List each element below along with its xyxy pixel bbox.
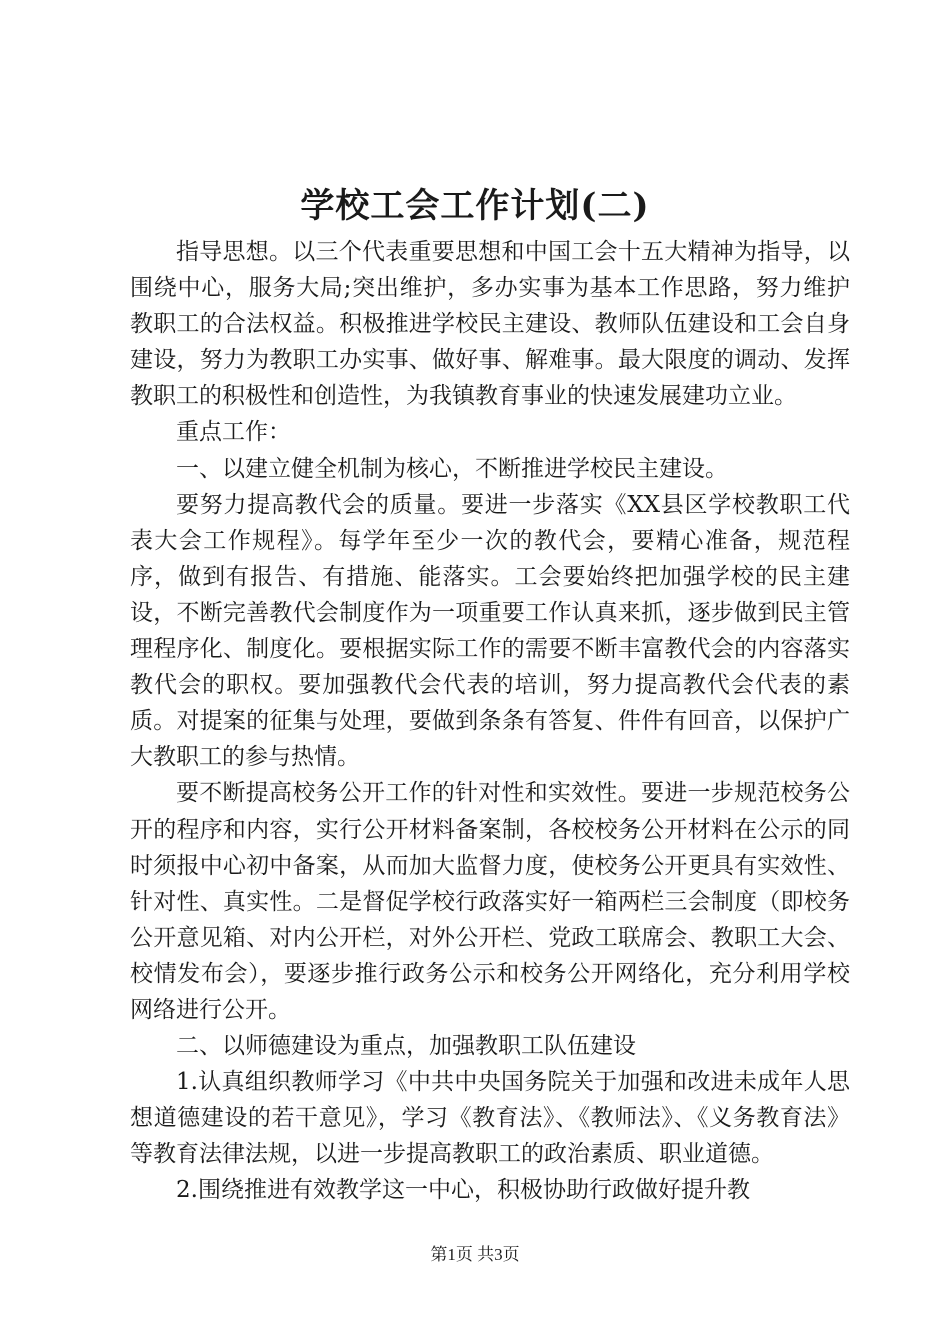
paragraph-item-one: 1.认真组织教师学习《中共中央国务院关于加强和改进未成年人思想道德建设的若干意见》，学习《教育法》、《教师法》、《义务教育法》等教育法律法规，以进一步提高教职工的政治素质、职业道德。: [130, 1069, 850, 1168]
paragraph-school-affairs-disclosure: 要不断提高校务公开工作的针对性和实效性。要进一步规范校务公开的程序和内容，实行公开材料备案制，各校校务公开材料在公示的同时须报中心初中备案，从而加大监督力度，使校务公开更具有实效性、针对性、真实性。二是督促学校行政落实好一箱两栏三会制度（即校务公开意见箱、对内公开栏，对外公开栏、党政工联席会、教职工大会、校情发布会），要逐步推行政务公示和校务公开网络化，充分利用学校网络进行公开。: [130, 780, 850, 1023]
document-body: [130, 234, 850, 1209]
paragraph-guiding-ideology: 指导思想。以三个代表重要思想和中国工会十五大精神为指导，以围绕中心，服务大局;突出维护，多办实事为基本工作思路，努力维护教职工的合法权益。积极推进学校民主建设、教师队伍建设和工会自身建设，努力为教职工办实事、做好事、解难事。最大限度的调动、发挥教职工的积极性和创造性，为我镇教育事业的快速发展建功立业。: [130, 239, 850, 410]
paragraph-section-one-heading: 一、以建立健全机制为核心，不断推进学校民主建设。: [176, 455, 728, 482]
paragraph-key-work-heading: 重点工作：: [176, 419, 291, 446]
paragraph-staff-congress: 要努力提高教代会的质量。要进一步落实《XX县区学校教职工代表大会工作规程》。每学年至少一次的教代会，要精心准备，规范程序，做到有报告、有措施、能落实。工会要始终把加强学校的民主建设，不断完善教代会制度作为一项重要工作认真来抓，逐步做到民主管理程序化、制度化。要根据实际工作的需要不断丰富教代会的内容落实教代会的职权。要加强教代会代表的培训，努力提高教代会代表的素质。对提案的征集与处理，要做到条条有答复、件件有回音，以保护广大教职工的参与热情。: [130, 491, 850, 771]
paragraph-item-two: 2.围绕推进有效教学这一中心，积极协助行政做好提升教: [176, 1177, 750, 1204]
document-title: 学校工会工作计划(二): [300, 186, 650, 226]
paragraph-section-two-heading: 二、以师德建设为重点，加强教职工队伍建设: [176, 1033, 636, 1060]
page-number-footer: 第1页 共3页: [430, 1245, 520, 1264]
